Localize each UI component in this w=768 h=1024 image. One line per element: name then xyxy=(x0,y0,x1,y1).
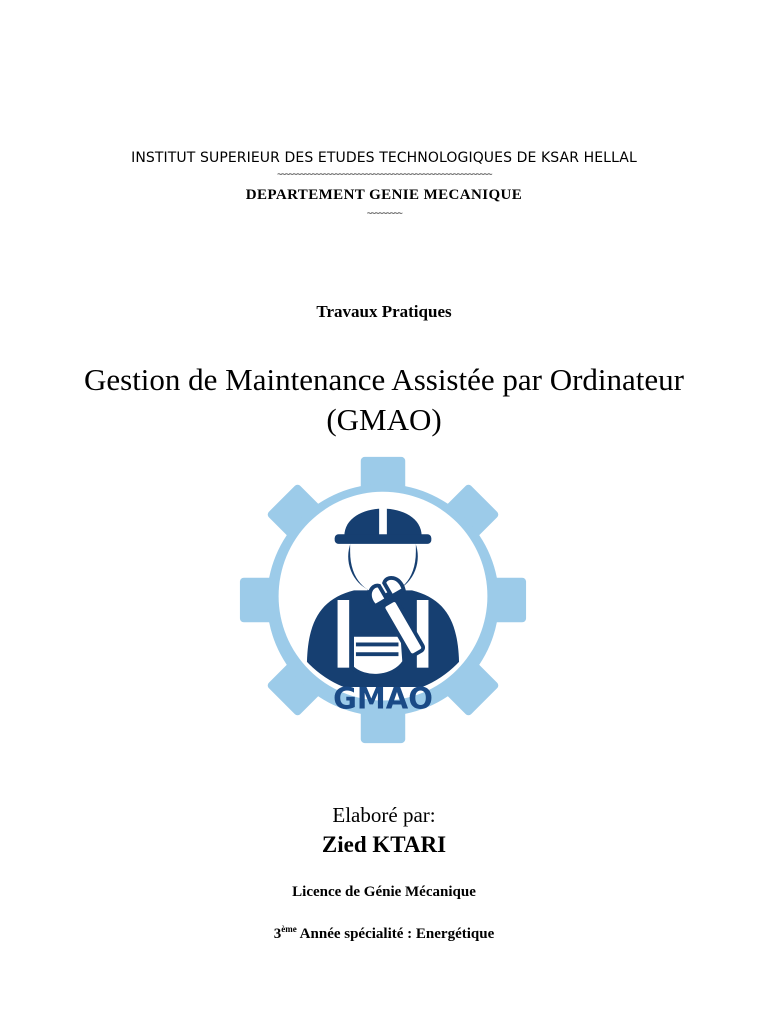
document-subtitle: Travaux Pratiques xyxy=(316,302,452,321)
tilde-separator: ~~~~~~~~~~~~~~~~~~~~~~~~~~~~~~~~~~~~~~~~~~~~~~~~~~~~~~~~ xyxy=(277,170,491,180)
department-name: DEPARTEMENT GENIE MECANIQUE xyxy=(245,187,523,203)
prepared-by-label: Elaboré par: xyxy=(332,803,436,827)
year-suffix: ème xyxy=(281,924,297,934)
specialty-text: Année spécialité : Energétique xyxy=(296,926,495,942)
author-name: Zied KTARI xyxy=(321,832,447,857)
tilde-separator-short: ~~~~~~~~~ xyxy=(366,209,402,219)
document-title-line-2: (GMAO) xyxy=(326,402,442,437)
document-title-line-1: Gestion de Maintenance Assistée par Ordinateur xyxy=(83,362,684,397)
institute-name: INSTITUT SUPERIEUR DES ETUDES TECHNOLOGIQUES DE KSAR HELLAL xyxy=(131,150,637,166)
logo-text: GMAO xyxy=(333,681,433,716)
year-specialty xyxy=(0,924,768,943)
degree-name: Licence de Génie Mécanique xyxy=(292,884,476,900)
year-number: 3 xyxy=(273,926,282,942)
gmao-logo xyxy=(236,455,530,745)
